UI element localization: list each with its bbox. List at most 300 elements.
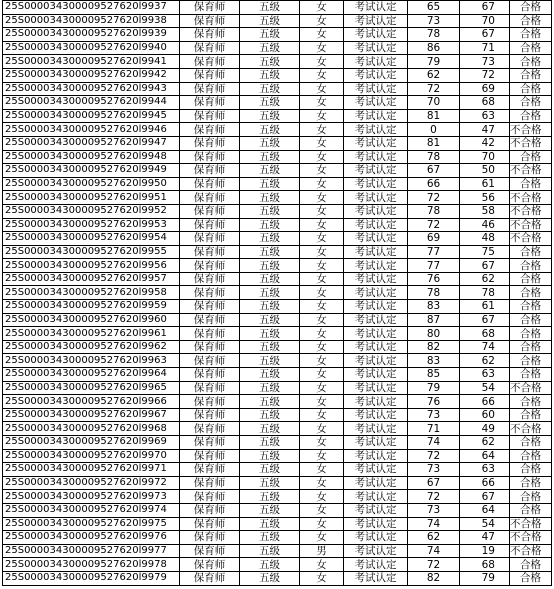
theory-score-cell: 79 — [408, 381, 460, 395]
result-cell: 合格 — [510, 177, 552, 191]
assessment-method-cell: 考试认定 — [344, 313, 408, 327]
gender-cell: 女 — [300, 503, 344, 517]
result-cell: 合格 — [510, 300, 552, 314]
result-cell: 不合格 — [510, 422, 552, 436]
certificate-id-cell: 25S000034300009527620l9975 — [3, 517, 180, 531]
result-cell: 不合格 — [510, 517, 552, 531]
level-cell: 五级 — [240, 463, 300, 477]
skill-score-cell: 73 — [460, 55, 510, 69]
theory-score-cell: 87 — [408, 313, 460, 327]
skill-score-cell: 47 — [460, 123, 510, 137]
skill-score-cell: 50 — [460, 164, 510, 178]
skill-score-cell: 66 — [460, 395, 510, 409]
result-cell: 合格 — [510, 408, 552, 422]
gender-cell: 女 — [300, 136, 344, 150]
certificate-id-cell: 25S000034300009527620l9943 — [3, 82, 180, 96]
table-row — [3, 327, 552, 341]
skill-score-cell: 68 — [460, 327, 510, 341]
occupation-cell: 保育师 — [180, 41, 240, 55]
assessment-method-cell: 考试认定 — [344, 82, 408, 96]
level-cell: 五级 — [240, 544, 300, 558]
result-cell: 合格 — [510, 354, 552, 368]
certificate-id-cell: 25S000034300009527620l9950 — [3, 177, 180, 191]
skill-score-cell: 54 — [460, 517, 510, 531]
certificate-id-cell: 25S000034300009527620l9968 — [3, 422, 180, 436]
assessment-method-cell: 考试认定 — [344, 327, 408, 341]
result-cell: 合格 — [510, 558, 552, 572]
assessment-method-cell: 考试认定 — [344, 55, 408, 69]
gender-cell: 女 — [300, 571, 344, 585]
theory-score-cell: 82 — [408, 571, 460, 585]
theory-score-cell: 72 — [408, 449, 460, 463]
occupation-cell: 保育师 — [180, 300, 240, 314]
certificate-id-cell: 25S000034300009527620l9972 — [3, 476, 180, 490]
skill-score-cell: 69 — [460, 82, 510, 96]
assessment-method-cell: 考试认定 — [344, 381, 408, 395]
gender-cell: 女 — [300, 368, 344, 382]
skill-score-cell: 68 — [460, 96, 510, 110]
certificate-id-cell: 25S000034300009527620l9937 — [3, 1, 180, 15]
certificate-id-cell: 25S000034300009527620l9938 — [3, 14, 180, 28]
occupation-cell: 保育师 — [180, 422, 240, 436]
gender-cell: 女 — [300, 381, 344, 395]
skill-score-cell: 67 — [460, 313, 510, 327]
assessment-method-cell: 考试认定 — [344, 109, 408, 123]
occupation-cell: 保育师 — [180, 123, 240, 137]
certificate-id-cell: 25S000034300009527620l9960 — [3, 313, 180, 327]
assessment-method-cell: 考试认定 — [344, 1, 408, 15]
table-row — [3, 395, 552, 409]
occupation-cell: 保育师 — [180, 218, 240, 232]
level-cell: 五级 — [240, 272, 300, 286]
result-cell: 不合格 — [510, 531, 552, 545]
assessment-method-cell: 考试认定 — [344, 245, 408, 259]
theory-score-cell: 67 — [408, 476, 460, 490]
occupation-cell: 保育师 — [180, 327, 240, 341]
level-cell: 五级 — [240, 395, 300, 409]
assessment-method-cell: 考试认定 — [344, 476, 408, 490]
occupation-cell: 保育师 — [180, 517, 240, 531]
gender-cell: 女 — [300, 55, 344, 69]
table-row — [3, 259, 552, 273]
skill-score-cell: 54 — [460, 381, 510, 395]
result-cell: 合格 — [510, 150, 552, 164]
table-row — [3, 150, 552, 164]
gender-cell: 女 — [300, 109, 344, 123]
skill-score-cell: 42 — [460, 136, 510, 150]
table-row — [3, 82, 552, 96]
gender-cell: 女 — [300, 354, 344, 368]
theory-score-cell: 78 — [408, 28, 460, 42]
certificate-id-cell: 25S000034300009527620l9956 — [3, 259, 180, 273]
assessment-method-cell: 考试认定 — [344, 422, 408, 436]
table-row — [3, 55, 552, 69]
gender-cell: 女 — [300, 96, 344, 110]
level-cell: 五级 — [240, 490, 300, 504]
gender-cell: 女 — [300, 463, 344, 477]
occupation-cell: 保育师 — [180, 286, 240, 300]
theory-score-cell: 76 — [408, 272, 460, 286]
skill-score-cell: 63 — [460, 109, 510, 123]
result-cell: 合格 — [510, 41, 552, 55]
table-row — [3, 109, 552, 123]
assessment-method-cell: 考试认定 — [344, 177, 408, 191]
table-row — [3, 123, 552, 137]
theory-score-cell: 78 — [408, 150, 460, 164]
certificate-id-cell: 25S000034300009527620l9969 — [3, 436, 180, 450]
theory-score-cell: 67 — [408, 164, 460, 178]
table-row — [3, 41, 552, 55]
occupation-cell: 保育师 — [180, 476, 240, 490]
theory-score-cell: 76 — [408, 395, 460, 409]
level-cell: 五级 — [240, 1, 300, 15]
assessment-method-cell: 考试认定 — [344, 123, 408, 137]
occupation-cell: 保育师 — [180, 313, 240, 327]
level-cell: 五级 — [240, 41, 300, 55]
gender-cell: 女 — [300, 531, 344, 545]
certificate-id-cell: 25S000034300009527620l9978 — [3, 558, 180, 572]
table-row — [3, 408, 552, 422]
certificate-id-cell: 25S000034300009527620l9948 — [3, 150, 180, 164]
assessment-method-cell: 考试认定 — [344, 558, 408, 572]
theory-score-cell: 74 — [408, 436, 460, 450]
assessment-method-cell: 考试认定 — [344, 150, 408, 164]
level-cell: 五级 — [240, 313, 300, 327]
level-cell: 五级 — [240, 259, 300, 273]
gender-cell: 女 — [300, 558, 344, 572]
table-row — [3, 300, 552, 314]
occupation-cell: 保育师 — [180, 96, 240, 110]
level-cell: 五级 — [240, 449, 300, 463]
skill-score-cell: 62 — [460, 354, 510, 368]
result-cell: 合格 — [510, 245, 552, 259]
certificate-id-cell: 25S000034300009527620l9959 — [3, 300, 180, 314]
skill-score-cell: 67 — [460, 1, 510, 15]
certificate-id-cell: 25S000034300009527620l9941 — [3, 55, 180, 69]
certificate-id-cell: 25S000034300009527620l9970 — [3, 449, 180, 463]
level-cell: 五级 — [240, 245, 300, 259]
level-cell: 五级 — [240, 503, 300, 517]
level-cell: 五级 — [240, 381, 300, 395]
table-row — [3, 164, 552, 178]
result-cell: 不合格 — [510, 164, 552, 178]
occupation-cell: 保育师 — [180, 381, 240, 395]
level-cell: 五级 — [240, 436, 300, 450]
theory-score-cell: 62 — [408, 531, 460, 545]
skill-score-cell: 60 — [460, 408, 510, 422]
assessment-method-cell: 考试认定 — [344, 14, 408, 28]
level-cell: 五级 — [240, 123, 300, 137]
result-cell: 合格 — [510, 490, 552, 504]
table-row — [3, 517, 552, 531]
skill-score-cell: 70 — [460, 150, 510, 164]
table-row — [3, 272, 552, 286]
theory-score-cell: 81 — [408, 109, 460, 123]
theory-score-cell: 74 — [408, 544, 460, 558]
assessment-method-cell: 考试认定 — [344, 544, 408, 558]
assessment-method-cell: 考试认定 — [344, 68, 408, 82]
occupation-cell: 保育师 — [180, 395, 240, 409]
table-row — [3, 381, 552, 395]
certificate-id-cell: 25S000034300009527620l9957 — [3, 272, 180, 286]
skill-score-cell: 62 — [460, 272, 510, 286]
occupation-cell: 保育师 — [180, 204, 240, 218]
skill-score-cell: 70 — [460, 14, 510, 28]
table-row — [3, 340, 552, 354]
theory-score-cell: 73 — [408, 14, 460, 28]
result-cell: 合格 — [510, 571, 552, 585]
theory-score-cell: 72 — [408, 82, 460, 96]
occupation-cell: 保育师 — [180, 490, 240, 504]
theory-score-cell: 83 — [408, 354, 460, 368]
occupation-cell: 保育师 — [180, 164, 240, 178]
assessment-method-cell: 考试认定 — [344, 395, 408, 409]
level-cell: 五级 — [240, 28, 300, 42]
result-cell: 合格 — [510, 109, 552, 123]
theory-score-cell: 66 — [408, 177, 460, 191]
table-row — [3, 571, 552, 585]
occupation-cell: 保育师 — [180, 191, 240, 205]
assessment-method-cell: 考试认定 — [344, 300, 408, 314]
occupation-cell: 保育师 — [180, 503, 240, 517]
certificate-id-cell: 25S000034300009527620l9942 — [3, 68, 180, 82]
theory-score-cell: 85 — [408, 368, 460, 382]
occupation-cell: 保育师 — [180, 272, 240, 286]
assessment-method-cell: 考试认定 — [344, 340, 408, 354]
skill-score-cell: 61 — [460, 300, 510, 314]
gender-cell: 女 — [300, 14, 344, 28]
table-row — [3, 28, 552, 42]
theory-score-cell: 69 — [408, 232, 460, 246]
assessment-method-cell: 考试认定 — [344, 96, 408, 110]
skill-score-cell: 63 — [460, 463, 510, 477]
gender-cell: 女 — [300, 232, 344, 246]
occupation-cell: 保育师 — [180, 354, 240, 368]
level-cell: 五级 — [240, 177, 300, 191]
gender-cell: 女 — [300, 408, 344, 422]
table-row — [3, 232, 552, 246]
theory-score-cell: 72 — [408, 558, 460, 572]
theory-score-cell: 70 — [408, 96, 460, 110]
table-row — [3, 354, 552, 368]
gender-cell: 女 — [300, 164, 344, 178]
occupation-cell: 保育师 — [180, 82, 240, 96]
result-cell: 不合格 — [510, 136, 552, 150]
certificate-id-cell: 25S000034300009527620l9940 — [3, 41, 180, 55]
gender-cell: 女 — [300, 245, 344, 259]
level-cell: 五级 — [240, 422, 300, 436]
assessment-method-cell: 考试认定 — [344, 259, 408, 273]
table-row — [3, 558, 552, 572]
assessment-method-cell: 考试认定 — [344, 354, 408, 368]
result-cell: 合格 — [510, 368, 552, 382]
level-cell: 五级 — [240, 82, 300, 96]
occupation-cell: 保育师 — [180, 408, 240, 422]
level-cell: 五级 — [240, 204, 300, 218]
theory-score-cell: 78 — [408, 204, 460, 218]
result-cell: 合格 — [510, 82, 552, 96]
assessment-method-cell: 考试认定 — [344, 191, 408, 205]
theory-score-cell: 71 — [408, 422, 460, 436]
result-cell: 合格 — [510, 272, 552, 286]
assessment-method-cell: 考试认定 — [344, 463, 408, 477]
theory-score-cell: 86 — [408, 41, 460, 55]
skill-score-cell: 67 — [460, 490, 510, 504]
theory-score-cell: 65 — [408, 1, 460, 15]
level-cell: 五级 — [240, 340, 300, 354]
skill-score-cell: 61 — [460, 177, 510, 191]
skill-score-cell: 64 — [460, 449, 510, 463]
result-cell: 合格 — [510, 463, 552, 477]
gender-cell: 女 — [300, 1, 344, 15]
theory-score-cell: 0 — [408, 123, 460, 137]
result-cell: 合格 — [510, 503, 552, 517]
gender-cell: 女 — [300, 449, 344, 463]
theory-score-cell: 72 — [408, 490, 460, 504]
skill-score-cell: 47 — [460, 531, 510, 545]
result-cell: 合格 — [510, 286, 552, 300]
occupation-cell: 保育师 — [180, 259, 240, 273]
occupation-cell: 保育师 — [180, 136, 240, 150]
level-cell: 五级 — [240, 368, 300, 382]
theory-score-cell: 83 — [408, 300, 460, 314]
certificate-id-cell: 25S000034300009527620l9979 — [3, 571, 180, 585]
table-row — [3, 449, 552, 463]
certificate-id-cell: 25S000034300009527620l9962 — [3, 340, 180, 354]
result-cell: 不合格 — [510, 123, 552, 137]
assessment-method-cell: 考试认定 — [344, 408, 408, 422]
theory-score-cell: 79 — [408, 55, 460, 69]
table-row — [3, 14, 552, 28]
assessment-method-cell: 考试认定 — [344, 164, 408, 178]
occupation-cell: 保育师 — [180, 55, 240, 69]
level-cell: 五级 — [240, 150, 300, 164]
level-cell: 五级 — [240, 109, 300, 123]
occupation-cell: 保育师 — [180, 232, 240, 246]
result-cell: 合格 — [510, 55, 552, 69]
gender-cell: 女 — [300, 476, 344, 490]
skill-score-cell: 68 — [460, 558, 510, 572]
level-cell: 五级 — [240, 232, 300, 246]
occupation-cell: 保育师 — [180, 14, 240, 28]
level-cell: 五级 — [240, 354, 300, 368]
certificate-id-cell: 25S000034300009527620l9966 — [3, 395, 180, 409]
theory-score-cell: 78 — [408, 286, 460, 300]
result-cell: 不合格 — [510, 381, 552, 395]
assessment-method-cell: 考试认定 — [344, 204, 408, 218]
theory-score-cell: 73 — [408, 463, 460, 477]
occupation-cell: 保育师 — [180, 544, 240, 558]
skill-score-cell: 67 — [460, 259, 510, 273]
gender-cell: 女 — [300, 218, 344, 232]
gender-cell: 女 — [300, 259, 344, 273]
table-row — [3, 476, 552, 490]
certificate-id-cell: 25S000034300009527620l9977 — [3, 544, 180, 558]
gender-cell: 女 — [300, 191, 344, 205]
gender-cell: 男 — [300, 544, 344, 558]
certificate-id-cell: 25S000034300009527620l9952 — [3, 204, 180, 218]
skill-score-cell: 46 — [460, 218, 510, 232]
result-cell: 合格 — [510, 340, 552, 354]
occupation-cell: 保育师 — [180, 68, 240, 82]
assessment-method-cell: 考试认定 — [344, 517, 408, 531]
result-cell: 合格 — [510, 476, 552, 490]
theory-score-cell: 77 — [408, 259, 460, 273]
skill-score-cell: 58 — [460, 204, 510, 218]
table-row — [3, 286, 552, 300]
occupation-cell: 保育师 — [180, 245, 240, 259]
theory-score-cell: 72 — [408, 191, 460, 205]
certificate-id-cell: 25S000034300009527620l9967 — [3, 408, 180, 422]
occupation-cell: 保育师 — [180, 28, 240, 42]
gender-cell: 女 — [300, 28, 344, 42]
skill-score-cell: 79 — [460, 571, 510, 585]
table-body — [3, 1, 552, 586]
assessment-method-cell: 考试认定 — [344, 28, 408, 42]
table-row — [3, 204, 552, 218]
table-row — [3, 463, 552, 477]
assessment-method-cell: 考试认定 — [344, 449, 408, 463]
level-cell: 五级 — [240, 191, 300, 205]
table-row — [3, 1, 552, 15]
level-cell: 五级 — [240, 571, 300, 585]
gender-cell: 女 — [300, 490, 344, 504]
occupation-cell: 保育师 — [180, 463, 240, 477]
certificate-id-cell: 25S000034300009527620l9973 — [3, 490, 180, 504]
certificate-id-cell: 25S000034300009527620l9971 — [3, 463, 180, 477]
gender-cell: 女 — [300, 82, 344, 96]
table-row — [3, 96, 552, 110]
theory-score-cell: 62 — [408, 68, 460, 82]
table-row — [3, 490, 552, 504]
certificate-id-cell: 25S000034300009527620l9964 — [3, 368, 180, 382]
occupation-cell: 保育师 — [180, 571, 240, 585]
gender-cell: 女 — [300, 204, 344, 218]
certificate-id-cell: 25S000034300009527620l9961 — [3, 327, 180, 341]
table-row — [3, 503, 552, 517]
result-cell: 合格 — [510, 436, 552, 450]
result-cell: 不合格 — [510, 218, 552, 232]
level-cell: 五级 — [240, 218, 300, 232]
table-row — [3, 422, 552, 436]
assessment-method-cell: 考试认定 — [344, 272, 408, 286]
gender-cell: 女 — [300, 272, 344, 286]
certificate-id-cell: 25S000034300009527620l9965 — [3, 381, 180, 395]
skill-score-cell: 71 — [460, 41, 510, 55]
result-cell: 合格 — [510, 68, 552, 82]
assessment-method-cell: 考试认定 — [344, 136, 408, 150]
result-cell: 不合格 — [510, 204, 552, 218]
certificate-id-cell: 25S000034300009527620l9976 — [3, 531, 180, 545]
occupation-cell: 保育师 — [180, 1, 240, 15]
result-cell: 合格 — [510, 14, 552, 28]
skill-score-cell: 62 — [460, 436, 510, 450]
occupation-cell: 保育师 — [180, 340, 240, 354]
gender-cell: 女 — [300, 123, 344, 137]
skill-score-cell: 19 — [460, 544, 510, 558]
level-cell: 五级 — [240, 286, 300, 300]
result-cell: 合格 — [510, 313, 552, 327]
certificate-id-cell: 25S000034300009527620l9945 — [3, 109, 180, 123]
result-cell: 不合格 — [510, 191, 552, 205]
gender-cell: 女 — [300, 300, 344, 314]
result-cell: 不合格 — [510, 232, 552, 246]
certificate-id-cell: 25S000034300009527620l9949 — [3, 164, 180, 178]
gender-cell: 女 — [300, 517, 344, 531]
gender-cell: 女 — [300, 395, 344, 409]
level-cell: 五级 — [240, 476, 300, 490]
result-cell: 合格 — [510, 259, 552, 273]
